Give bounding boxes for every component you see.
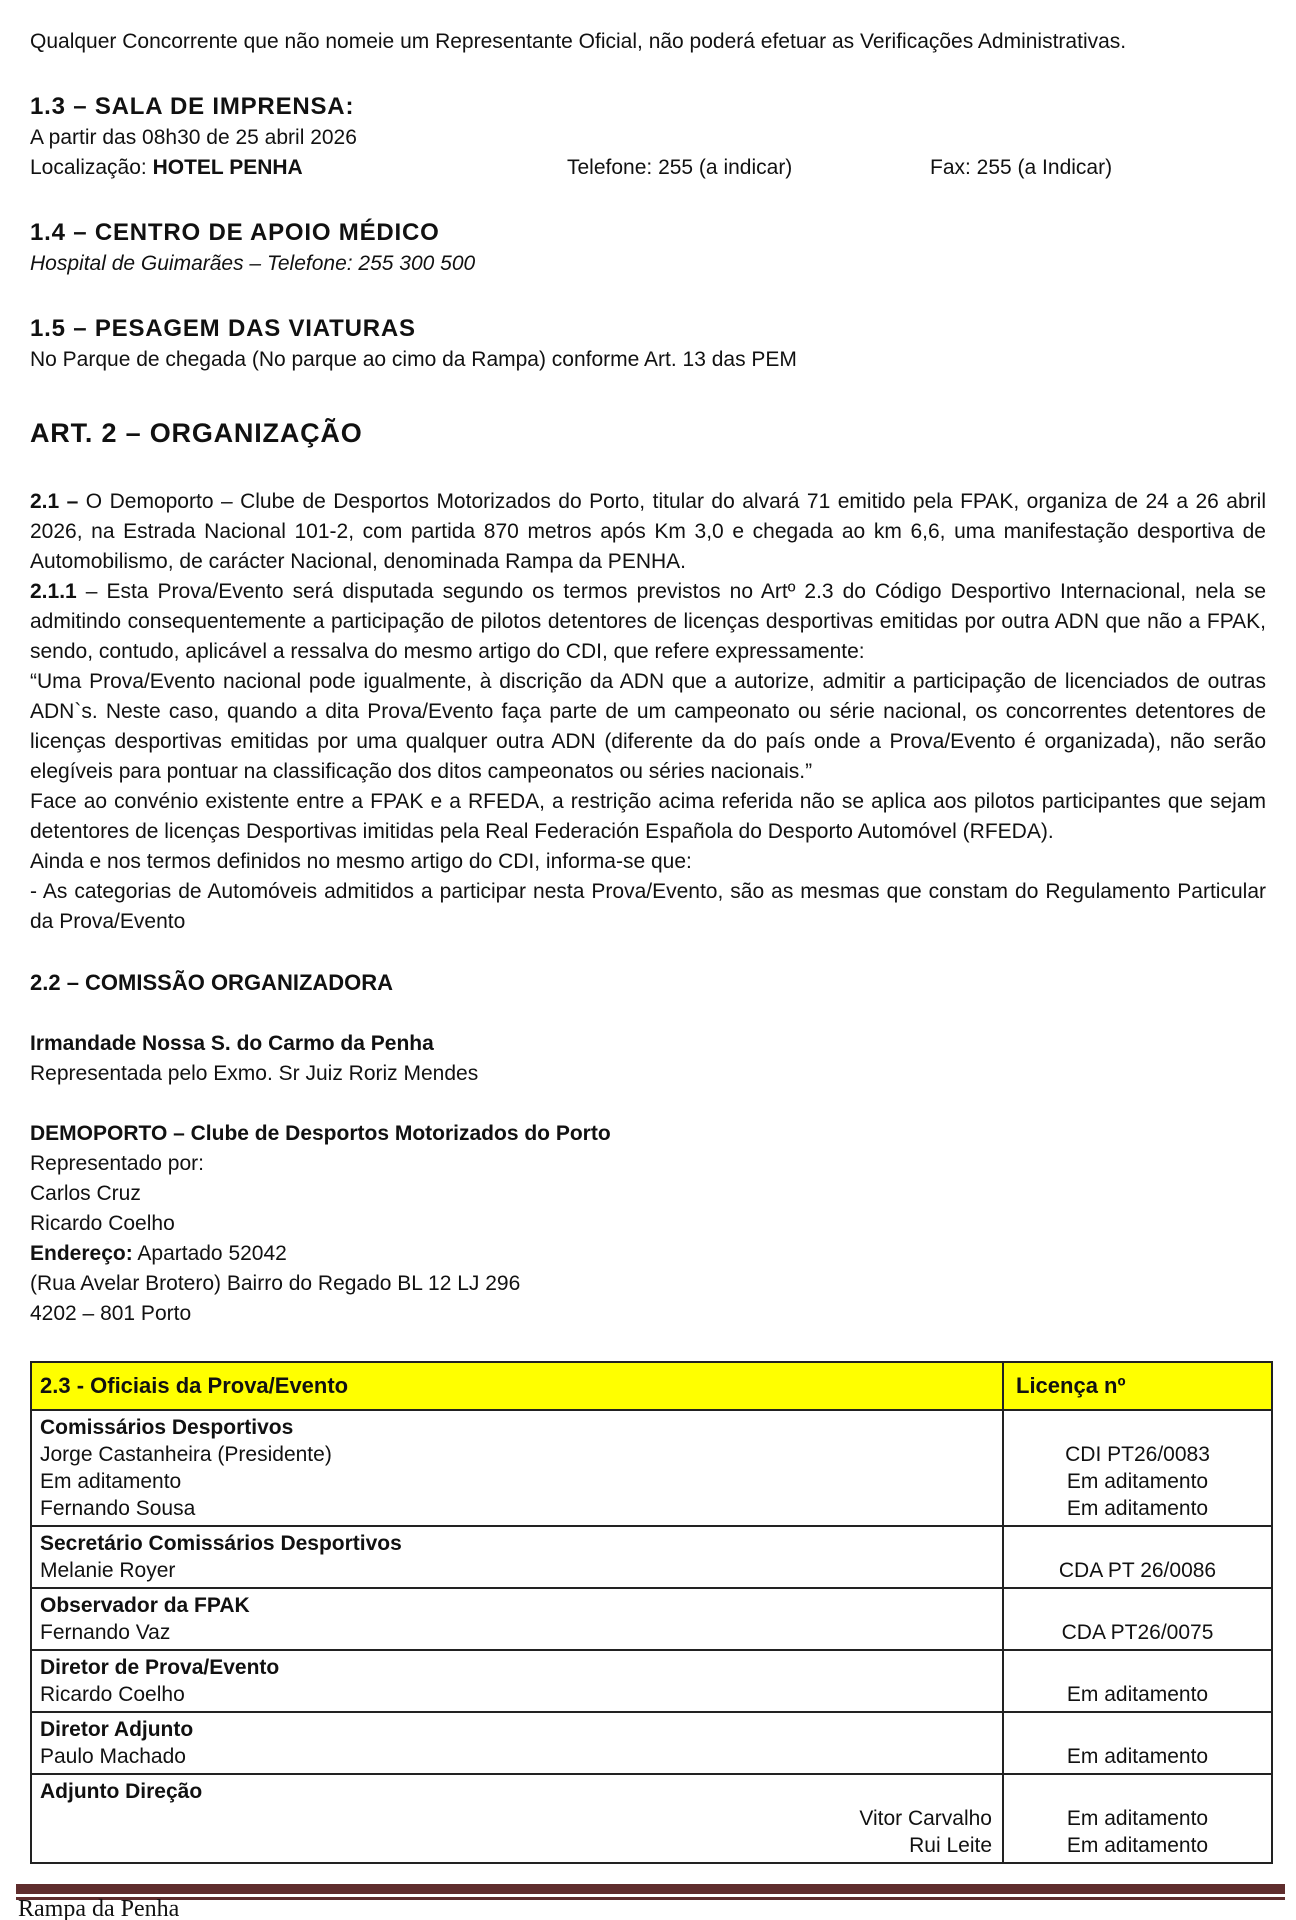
license-number: Em aditamento (1066, 1745, 1209, 1768)
official-name: Jorge Castanheira (Presidente) (40, 1443, 332, 1466)
official-name: Vitor Carvalho (859, 1807, 992, 1830)
fax-value: Fax: 255 (a Indicar) (930, 156, 1113, 179)
paragraph-2-1-1-number: 2.1.1 (30, 580, 77, 603)
categories-paragraph: - As categorias de Automóveis admitidos a participar nesta Prova/Evento, são as mesmas que constam do Regulamento Particular da Prova/Evento (30, 880, 1266, 933)
cdi-note-line: Ainda e nos termos definidos no mesmo artigo do CDI, informa-se que: (30, 850, 692, 873)
officials-table-header-title: 2.3 - Oficiais da Prova/Evento (32, 1363, 1004, 1409)
phone-value: Telefone: 255 (a indicar) (567, 156, 793, 179)
table-row (32, 1587, 1271, 1649)
footer-rule-thin (16, 1897, 1285, 1900)
official-role: Secretário Comissários Desportivos (40, 1532, 402, 1555)
section-2-2-title: 2.2 – COMISSÃO ORGANIZADORA (30, 970, 394, 995)
location-label: Localização: (30, 156, 153, 179)
official-name: Fernando Vaz (40, 1621, 171, 1644)
paragraph-2-1-1-text: – Esta Prova/Evento será disputada segundo os termos previstos no Artº 2.3 do Código Desportivo Internacional, nela se admitindo consequentemente a participação de pilotos detentores de licenças desportivas emitidas por outra ADN que não a FPAK, sendo, contudo, aplicável a ressalva do mesmo artigo do CDI, que refere expressamente: (30, 580, 1266, 663)
section-1-5-title: 1.5 – PESAGEM DAS VIATURAS (30, 315, 416, 342)
license-number: CDA PT 26/0086 (1058, 1559, 1217, 1582)
official-role: Observador da FPAK (40, 1594, 250, 1617)
location-value: HOTEL PENHA (152, 156, 303, 179)
organizer-2-person-1: Carlos Cruz (30, 1182, 141, 1205)
organizer-2-address-line1 (30, 1239, 1266, 1269)
section-1-5-line1: No Parque de chegada (No parque ao cimo da Rampa) conforme Art. 13 das PEM (30, 348, 797, 371)
address-value: Apartado 52042 (132, 1242, 287, 1265)
organizer-2-address-line3: 4202 – 801 Porto (30, 1302, 192, 1325)
paragraph-2-1-number: 2.1 – (30, 490, 79, 513)
license-number: Em aditamento (1066, 1834, 1209, 1857)
organizer-1-name: Irmandade Nossa S. do Carmo da Penha (30, 1032, 434, 1055)
license-number: Em aditamento (1066, 1470, 1209, 1493)
quote-paragraph: “Uma Prova/Evento nacional pode igualmente, à discrição da ADN que a autorize, admitir a participação de licenciados de outras ADN`s. Neste caso, quando a dita Prova/Evento faça parte de um campeonato ou série nacional, os concorrentes detentores de licenças desportivas emitidas por uma qualquer outra ADN (diferente da do país onde a Prova/Evento é organizada), não serão elegíveis para pontuar na classificação dos ditos campeonatos ou séries nacionais.” (30, 670, 1266, 783)
table-row (32, 1649, 1271, 1711)
location-segment (30, 153, 303, 183)
license-spacer (1010, 1414, 1265, 1441)
section-1-3-title: 1.3 – SALA DE IMPRENSA: (30, 93, 355, 120)
license-spacer (1010, 1654, 1265, 1681)
license-number: Em aditamento (1066, 1683, 1209, 1706)
license-number: Em aditamento (1066, 1497, 1209, 1520)
official-name: Melanie Royer (40, 1559, 176, 1582)
officials-table (30, 1361, 1273, 1864)
license-spacer (1010, 1592, 1265, 1619)
official-name: Em aditamento (40, 1470, 182, 1493)
official-role: Comissários Desportivos (40, 1416, 294, 1439)
official-name: Ricardo Coelho (40, 1683, 185, 1706)
section-1-4-title: 1.4 – CENTRO DE APOIO MÉDICO (30, 219, 440, 246)
footer-brand: Rampa da Penha (18, 1896, 180, 1920)
organizer-1-representative: Representada pelo Exmo. Sr Juiz Roriz Mendes (30, 1062, 479, 1085)
table-row (32, 1773, 1271, 1862)
intro-paragraph: Qualquer Concorrente que não nomeie um Representante Oficial, não poderá efetuar as Verificações Administrativas. (30, 30, 1127, 53)
organizer-2-represented-by: Representado por: (30, 1152, 204, 1175)
official-role: Adjunto Direção (40, 1780, 203, 1803)
official-name: Paulo Machado (40, 1745, 186, 1768)
table-row (32, 1711, 1271, 1773)
official-role: Diretor Adjunto (40, 1718, 194, 1741)
license-number: CDA PT26/0075 (1061, 1621, 1214, 1644)
table-row (32, 1409, 1271, 1525)
organizer-2-person-2: Ricardo Coelho (30, 1212, 175, 1235)
organizer-2-name: DEMOPORTO – Clube de Desportos Motorizados do Porto (30, 1122, 611, 1145)
license-spacer (1010, 1778, 1265, 1805)
paragraph-2-1-text: O Demoporto – Clube de Desportos Motorizados do Porto, titular do alvará 71 emitido pela FPAK, organiza de 24 a 26 abril 2026, na Estrada Nacional 101-2, com partida 870 metros após Km 3,0 e chegada ao km 6,6, uma manifestação desportiva de Automobilismo, de carácter Nacional, denominada Rampa da PENHA. (30, 490, 1266, 573)
fpak-rfeda-paragraph: Face ao convénio existente entre a FPAK e a RFEDA, a restrição acima referida não se aplica aos pilotos participantes que sejam detentores de licenças Desportivas imitidas pela Real Federación Española do Desporto Automóvel (RFEDA). (30, 790, 1266, 843)
license-spacer (1010, 1716, 1265, 1743)
paragraph-2-1-1 (30, 577, 1266, 667)
paragraph-2-1 (30, 487, 1266, 577)
organizer-2-address-line2: (Rua Avelar Brotero) Bairro do Regado BL 12 LJ 296 (30, 1272, 521, 1295)
official-role: Diretor de Prova/Evento (40, 1656, 280, 1679)
section-1-3-line1: A partir das 08h30 de 25 abril 2026 (30, 126, 357, 149)
section-1-4-line1: Hospital de Guimarães – Telefone: 255 300 500 (30, 252, 476, 275)
official-name: Fernando Sousa (40, 1497, 196, 1520)
officials-table-header-row (32, 1363, 1271, 1409)
license-number: Em aditamento (1066, 1807, 1209, 1830)
license-number: CDI PT26/0083 (1065, 1443, 1210, 1466)
table-row (32, 1525, 1271, 1587)
section-1-3-location-line (30, 153, 1266, 183)
official-name: Rui Leite (909, 1834, 992, 1857)
article-2-title: ART. 2 – ORGANIZAÇÃO (30, 418, 363, 448)
license-spacer (1010, 1530, 1265, 1557)
address-label: Endereço: (30, 1242, 133, 1265)
footer-rule-thick (16, 1884, 1285, 1894)
officials-table-header-license: Licença nº (1016, 1373, 1126, 1398)
